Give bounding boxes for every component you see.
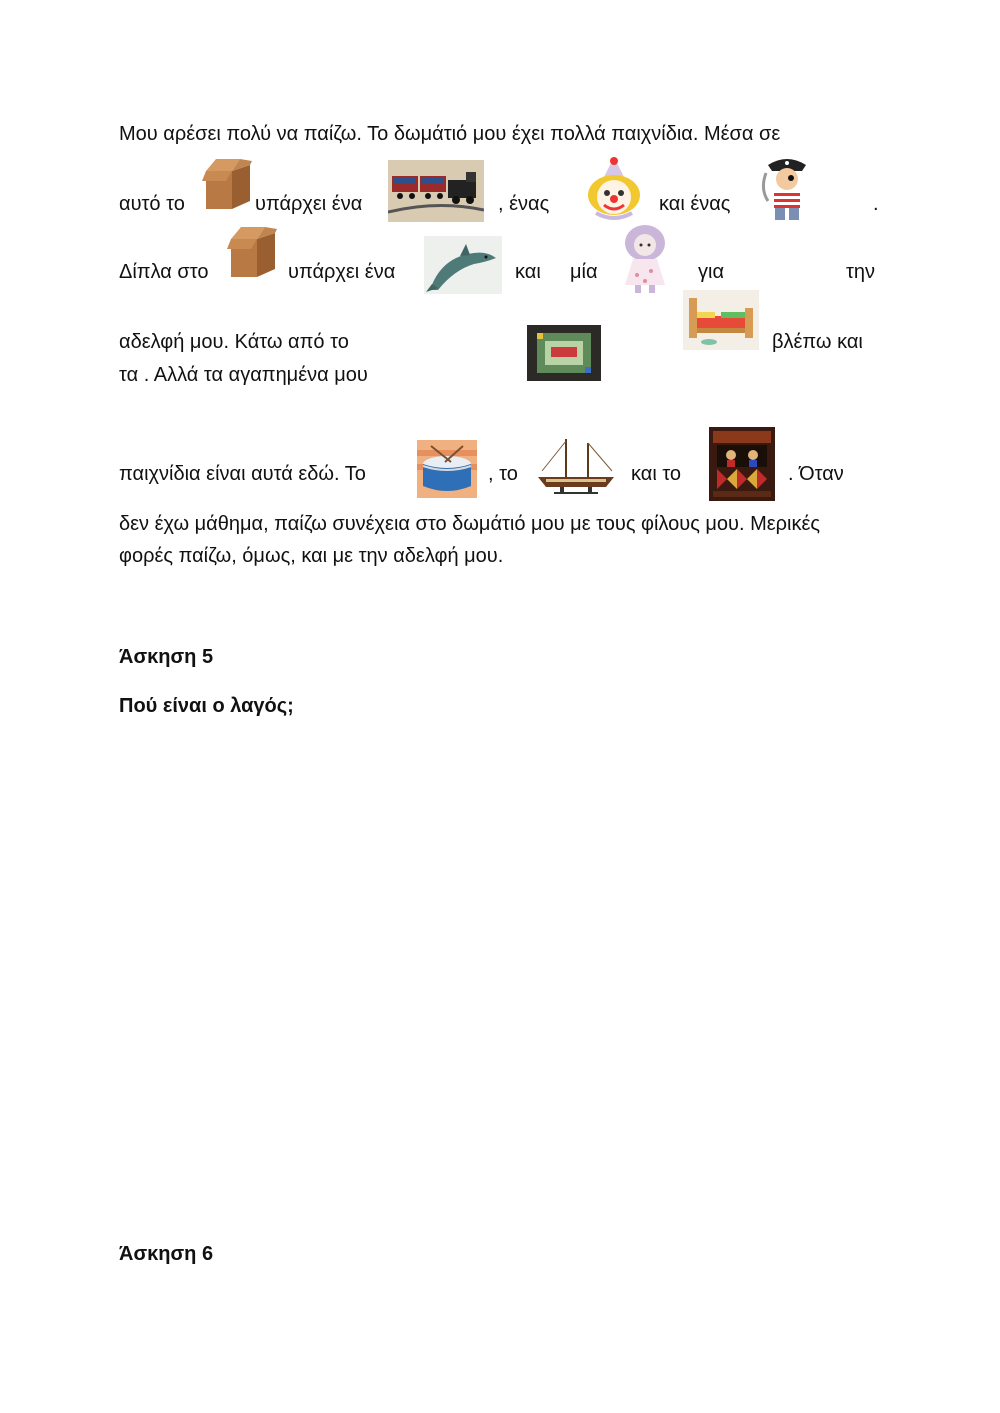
text-fragment: και [515,261,541,283]
clown-icon [586,157,642,221]
exercise-5-question: Πού είναι ο λαγός; [119,695,294,717]
train-icon [388,160,484,222]
board-game-icon [527,325,601,381]
text-fragment: βλέπω και [772,331,863,353]
text-fragment: . Όταν [788,463,844,485]
text-fragment: και ένας [659,193,731,215]
text-fragment: Δίπλα στο [119,261,209,283]
bed-icon [683,290,759,350]
text-fragment: , ένας [498,193,550,215]
text-fragment: υπάρχει ένα [255,193,363,215]
paragraph-line-1: Μου αρέσει πολύ να παίζω. Το δωμάτιό μου έχει πολλά παιχνίδια. Μέσα σε [119,123,781,145]
box-icon [202,157,254,211]
text-fragment: αυτό το [119,193,185,215]
paragraph-line: δεν έχω μάθημα, παίζω συνέχεια στο δωμάτιό μου με τους φίλους μου. Μερικές [119,513,821,535]
text-fragment: τα . Αλλά τα αγαπημένα μου [119,364,368,386]
paragraph-line: φορές παίζω, όμως, και με την αδελφή μου. [119,545,504,567]
box-icon [227,225,279,279]
text-fragment: και το [631,463,682,485]
dolphin-icon [424,236,502,294]
text-fragment: , το [488,463,518,485]
text-fragment: παιχνίδια είναι αυτά εδώ. Το [119,463,366,485]
text-fragment: για [698,261,725,283]
exercise-6-heading: Άσκηση 6 [119,1243,214,1265]
doll-icon [617,223,673,295]
text-fragment: αδελφή μου. Κάτω από το [119,331,349,353]
puppet-theater-icon [709,427,775,501]
text-fragment: . [873,193,879,215]
text-fragment: μία [570,261,598,283]
text-fragment: την [846,261,876,283]
exercise-5-heading: Άσκηση 5 [119,646,214,668]
text-fragment: υπάρχει ένα [288,261,396,283]
pirate-icon [760,153,814,225]
drum-icon [417,440,477,498]
ship-icon [536,435,616,495]
